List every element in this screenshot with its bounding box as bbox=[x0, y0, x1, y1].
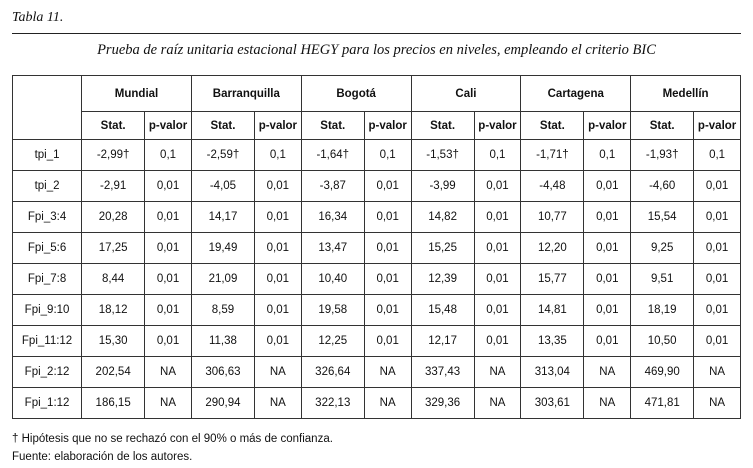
stat-cell: 14,82 bbox=[411, 202, 474, 233]
stat-cell: 14,81 bbox=[521, 295, 584, 326]
pvalue-cell: 0,1 bbox=[694, 140, 741, 171]
stat-header: Stat. bbox=[521, 112, 584, 140]
stat-cell: -4,05 bbox=[191, 171, 254, 202]
stat-cell: -1,64† bbox=[301, 140, 364, 171]
stat-cell: 19,58 bbox=[301, 295, 364, 326]
stat-cell: 322,13 bbox=[301, 388, 364, 419]
pvalue-cell: 0,01 bbox=[254, 233, 301, 264]
table-row bbox=[13, 171, 741, 202]
stat-cell: 471,81 bbox=[631, 388, 694, 419]
city-header: Bogotá bbox=[301, 76, 411, 112]
table-row bbox=[13, 357, 741, 388]
stat-cell: 15,54 bbox=[631, 202, 694, 233]
source-note: Fuente: elaboración de los autores. bbox=[12, 451, 193, 463]
pvalue-cell: NA bbox=[254, 388, 301, 419]
row-label: tpi_1 bbox=[13, 140, 82, 171]
pvalue-cell: NA bbox=[145, 388, 192, 419]
stat-cell: 18,12 bbox=[82, 295, 145, 326]
pvalue-cell: 0,01 bbox=[254, 295, 301, 326]
pvalue-header: p-valor bbox=[254, 112, 301, 140]
stat-cell: 329,36 bbox=[411, 388, 474, 419]
stat-cell: 15,30 bbox=[82, 326, 145, 357]
table-row bbox=[13, 140, 741, 171]
stat-cell: -2,91 bbox=[82, 171, 145, 202]
pvalue-cell: 0,01 bbox=[254, 171, 301, 202]
sub-header-row bbox=[13, 112, 741, 140]
pvalue-cell: 0,01 bbox=[474, 233, 521, 264]
city-header: Barranquilla bbox=[191, 76, 301, 112]
pvalue-cell: 0,01 bbox=[474, 171, 521, 202]
stat-cell: -1,71† bbox=[521, 140, 584, 171]
stat-cell: 15,48 bbox=[411, 295, 474, 326]
pvalue-cell: 0,01 bbox=[694, 233, 741, 264]
stat-cell: -4,48 bbox=[521, 171, 584, 202]
pvalue-cell: 0,01 bbox=[145, 233, 192, 264]
stat-cell: 21,09 bbox=[191, 264, 254, 295]
stat-cell: 15,25 bbox=[411, 233, 474, 264]
pvalue-cell: 0,01 bbox=[474, 202, 521, 233]
hegy-results-table bbox=[12, 75, 741, 419]
pvalue-cell: NA bbox=[364, 388, 411, 419]
pvalue-cell: 0,01 bbox=[584, 171, 631, 202]
pvalue-cell: 0,01 bbox=[584, 326, 631, 357]
table-row bbox=[13, 388, 741, 419]
pvalue-cell: 0,01 bbox=[254, 202, 301, 233]
pvalue-cell: 0,1 bbox=[474, 140, 521, 171]
pvalue-cell: 0,01 bbox=[694, 326, 741, 357]
stat-cell: -4,60 bbox=[631, 171, 694, 202]
stat-cell: 12,20 bbox=[521, 233, 584, 264]
stat-cell: 337,43 bbox=[411, 357, 474, 388]
pvalue-header: p-valor bbox=[584, 112, 631, 140]
stat-cell: -1,93† bbox=[631, 140, 694, 171]
stat-cell: 15,77 bbox=[521, 264, 584, 295]
stat-cell: 11,38 bbox=[191, 326, 254, 357]
stat-cell: 17,25 bbox=[82, 233, 145, 264]
stat-cell: 20,28 bbox=[82, 202, 145, 233]
city-header: Mundial bbox=[82, 76, 192, 112]
stat-cell: -2,59† bbox=[191, 140, 254, 171]
pvalue-cell: 0,1 bbox=[364, 140, 411, 171]
city-header-row bbox=[13, 76, 741, 112]
pvalue-cell: 0,01 bbox=[474, 295, 521, 326]
stat-cell: 469,90 bbox=[631, 357, 694, 388]
city-header: Cali bbox=[411, 76, 521, 112]
pvalue-cell: 0,01 bbox=[584, 202, 631, 233]
pvalue-cell: NA bbox=[694, 388, 741, 419]
pvalue-cell: 0,01 bbox=[145, 326, 192, 357]
pvalue-header: p-valor bbox=[474, 112, 521, 140]
table-row bbox=[13, 295, 741, 326]
stat-cell: 290,94 bbox=[191, 388, 254, 419]
stat-cell: 8,59 bbox=[191, 295, 254, 326]
stat-cell: 16,34 bbox=[301, 202, 364, 233]
stat-cell: 13,47 bbox=[301, 233, 364, 264]
stat-cell: 10,50 bbox=[631, 326, 694, 357]
pvalue-cell: 0,01 bbox=[145, 171, 192, 202]
pvalue-cell: NA bbox=[364, 357, 411, 388]
stat-cell: -1,53† bbox=[411, 140, 474, 171]
pvalue-cell: NA bbox=[474, 357, 521, 388]
stat-cell: 12,17 bbox=[411, 326, 474, 357]
stat-cell: -2,99† bbox=[82, 140, 145, 171]
stat-cell: 19,49 bbox=[191, 233, 254, 264]
pvalue-cell: 0,01 bbox=[364, 264, 411, 295]
pvalue-cell: NA bbox=[145, 357, 192, 388]
row-label: Fpi_2:12 bbox=[13, 357, 82, 388]
stat-header: Stat. bbox=[411, 112, 474, 140]
footnotes bbox=[12, 430, 333, 466]
stat-header: Stat. bbox=[301, 112, 364, 140]
pvalue-cell: 0,01 bbox=[474, 264, 521, 295]
stat-cell: 18,19 bbox=[631, 295, 694, 326]
row-label: Fpi_7:8 bbox=[13, 264, 82, 295]
stat-cell: 186,15 bbox=[82, 388, 145, 419]
pvalue-cell: 0,01 bbox=[694, 171, 741, 202]
row-label: Fpi_3:4 bbox=[13, 202, 82, 233]
stat-cell: 8,44 bbox=[82, 264, 145, 295]
city-header: Cartagena bbox=[521, 76, 631, 112]
pvalue-header: p-valor bbox=[364, 112, 411, 140]
stat-header: Stat. bbox=[82, 112, 145, 140]
pvalue-cell: 0,01 bbox=[145, 264, 192, 295]
stat-cell: -3,87 bbox=[301, 171, 364, 202]
pvalue-cell: 0,01 bbox=[364, 326, 411, 357]
pvalue-cell: 0,1 bbox=[254, 140, 301, 171]
top-rule bbox=[12, 33, 741, 34]
pvalue-cell: 0,01 bbox=[584, 264, 631, 295]
table-row bbox=[13, 233, 741, 264]
stat-cell: 9,25 bbox=[631, 233, 694, 264]
stat-cell: 306,63 bbox=[191, 357, 254, 388]
stat-cell: 13,35 bbox=[521, 326, 584, 357]
table-row bbox=[13, 264, 741, 295]
pvalue-cell: 0,01 bbox=[145, 202, 192, 233]
stat-cell: 10,77 bbox=[521, 202, 584, 233]
pvalue-cell: 0,01 bbox=[364, 202, 411, 233]
stat-cell: 14,17 bbox=[191, 202, 254, 233]
pvalue-cell: 0,01 bbox=[584, 233, 631, 264]
stat-cell: 9,51 bbox=[631, 264, 694, 295]
stat-cell: 326,64 bbox=[301, 357, 364, 388]
table-caption: Prueba de raíz unitaria estacional HEGY para los precios en niveles, empleando el criterio BIC bbox=[97, 42, 656, 58]
row-label: tpi_2 bbox=[13, 171, 82, 202]
significance-note: † Hipótesis que no se rechazó con el 90% o más de confianza. bbox=[12, 433, 333, 445]
pvalue-cell: 0,01 bbox=[145, 295, 192, 326]
table-row bbox=[13, 326, 741, 357]
stat-cell: 202,54 bbox=[82, 357, 145, 388]
pvalue-cell: 0,01 bbox=[364, 171, 411, 202]
table-body bbox=[13, 140, 741, 419]
stat-cell: 313,04 bbox=[521, 357, 584, 388]
pvalue-cell: NA bbox=[474, 388, 521, 419]
row-label: Fpi_9:10 bbox=[13, 295, 82, 326]
stat-header: Stat. bbox=[631, 112, 694, 140]
stat-cell: -3,99 bbox=[411, 171, 474, 202]
pvalue-header: p-valor bbox=[145, 112, 192, 140]
pvalue-cell: 0,01 bbox=[694, 295, 741, 326]
pvalue-cell: NA bbox=[584, 357, 631, 388]
pvalue-cell: 0,01 bbox=[254, 326, 301, 357]
pvalue-cell: 0,01 bbox=[694, 264, 741, 295]
pvalue-cell: 0,01 bbox=[694, 202, 741, 233]
stat-cell: 12,25 bbox=[301, 326, 364, 357]
table-number: Tabla 11. bbox=[12, 10, 64, 25]
row-label: Fpi_11:12 bbox=[13, 326, 82, 357]
pvalue-cell: 0,01 bbox=[254, 264, 301, 295]
row-label-header bbox=[13, 76, 82, 140]
pvalue-cell: NA bbox=[254, 357, 301, 388]
pvalue-cell: 0,01 bbox=[584, 295, 631, 326]
stat-cell: 12,39 bbox=[411, 264, 474, 295]
pvalue-cell: 0,01 bbox=[364, 233, 411, 264]
table-row bbox=[13, 202, 741, 233]
row-label: Fpi_5:6 bbox=[13, 233, 82, 264]
pvalue-cell: 0,01 bbox=[474, 326, 521, 357]
pvalue-header: p-valor bbox=[694, 112, 741, 140]
stat-header: Stat. bbox=[191, 112, 254, 140]
pvalue-cell: 0,1 bbox=[584, 140, 631, 171]
pvalue-cell: 0,1 bbox=[145, 140, 192, 171]
stat-cell: 10,40 bbox=[301, 264, 364, 295]
pvalue-cell: 0,01 bbox=[364, 295, 411, 326]
row-label: Fpi_1:12 bbox=[13, 388, 82, 419]
pvalue-cell: NA bbox=[584, 388, 631, 419]
city-header: Medellín bbox=[631, 76, 741, 112]
stat-cell: 303,61 bbox=[521, 388, 584, 419]
pvalue-cell: NA bbox=[694, 357, 741, 388]
